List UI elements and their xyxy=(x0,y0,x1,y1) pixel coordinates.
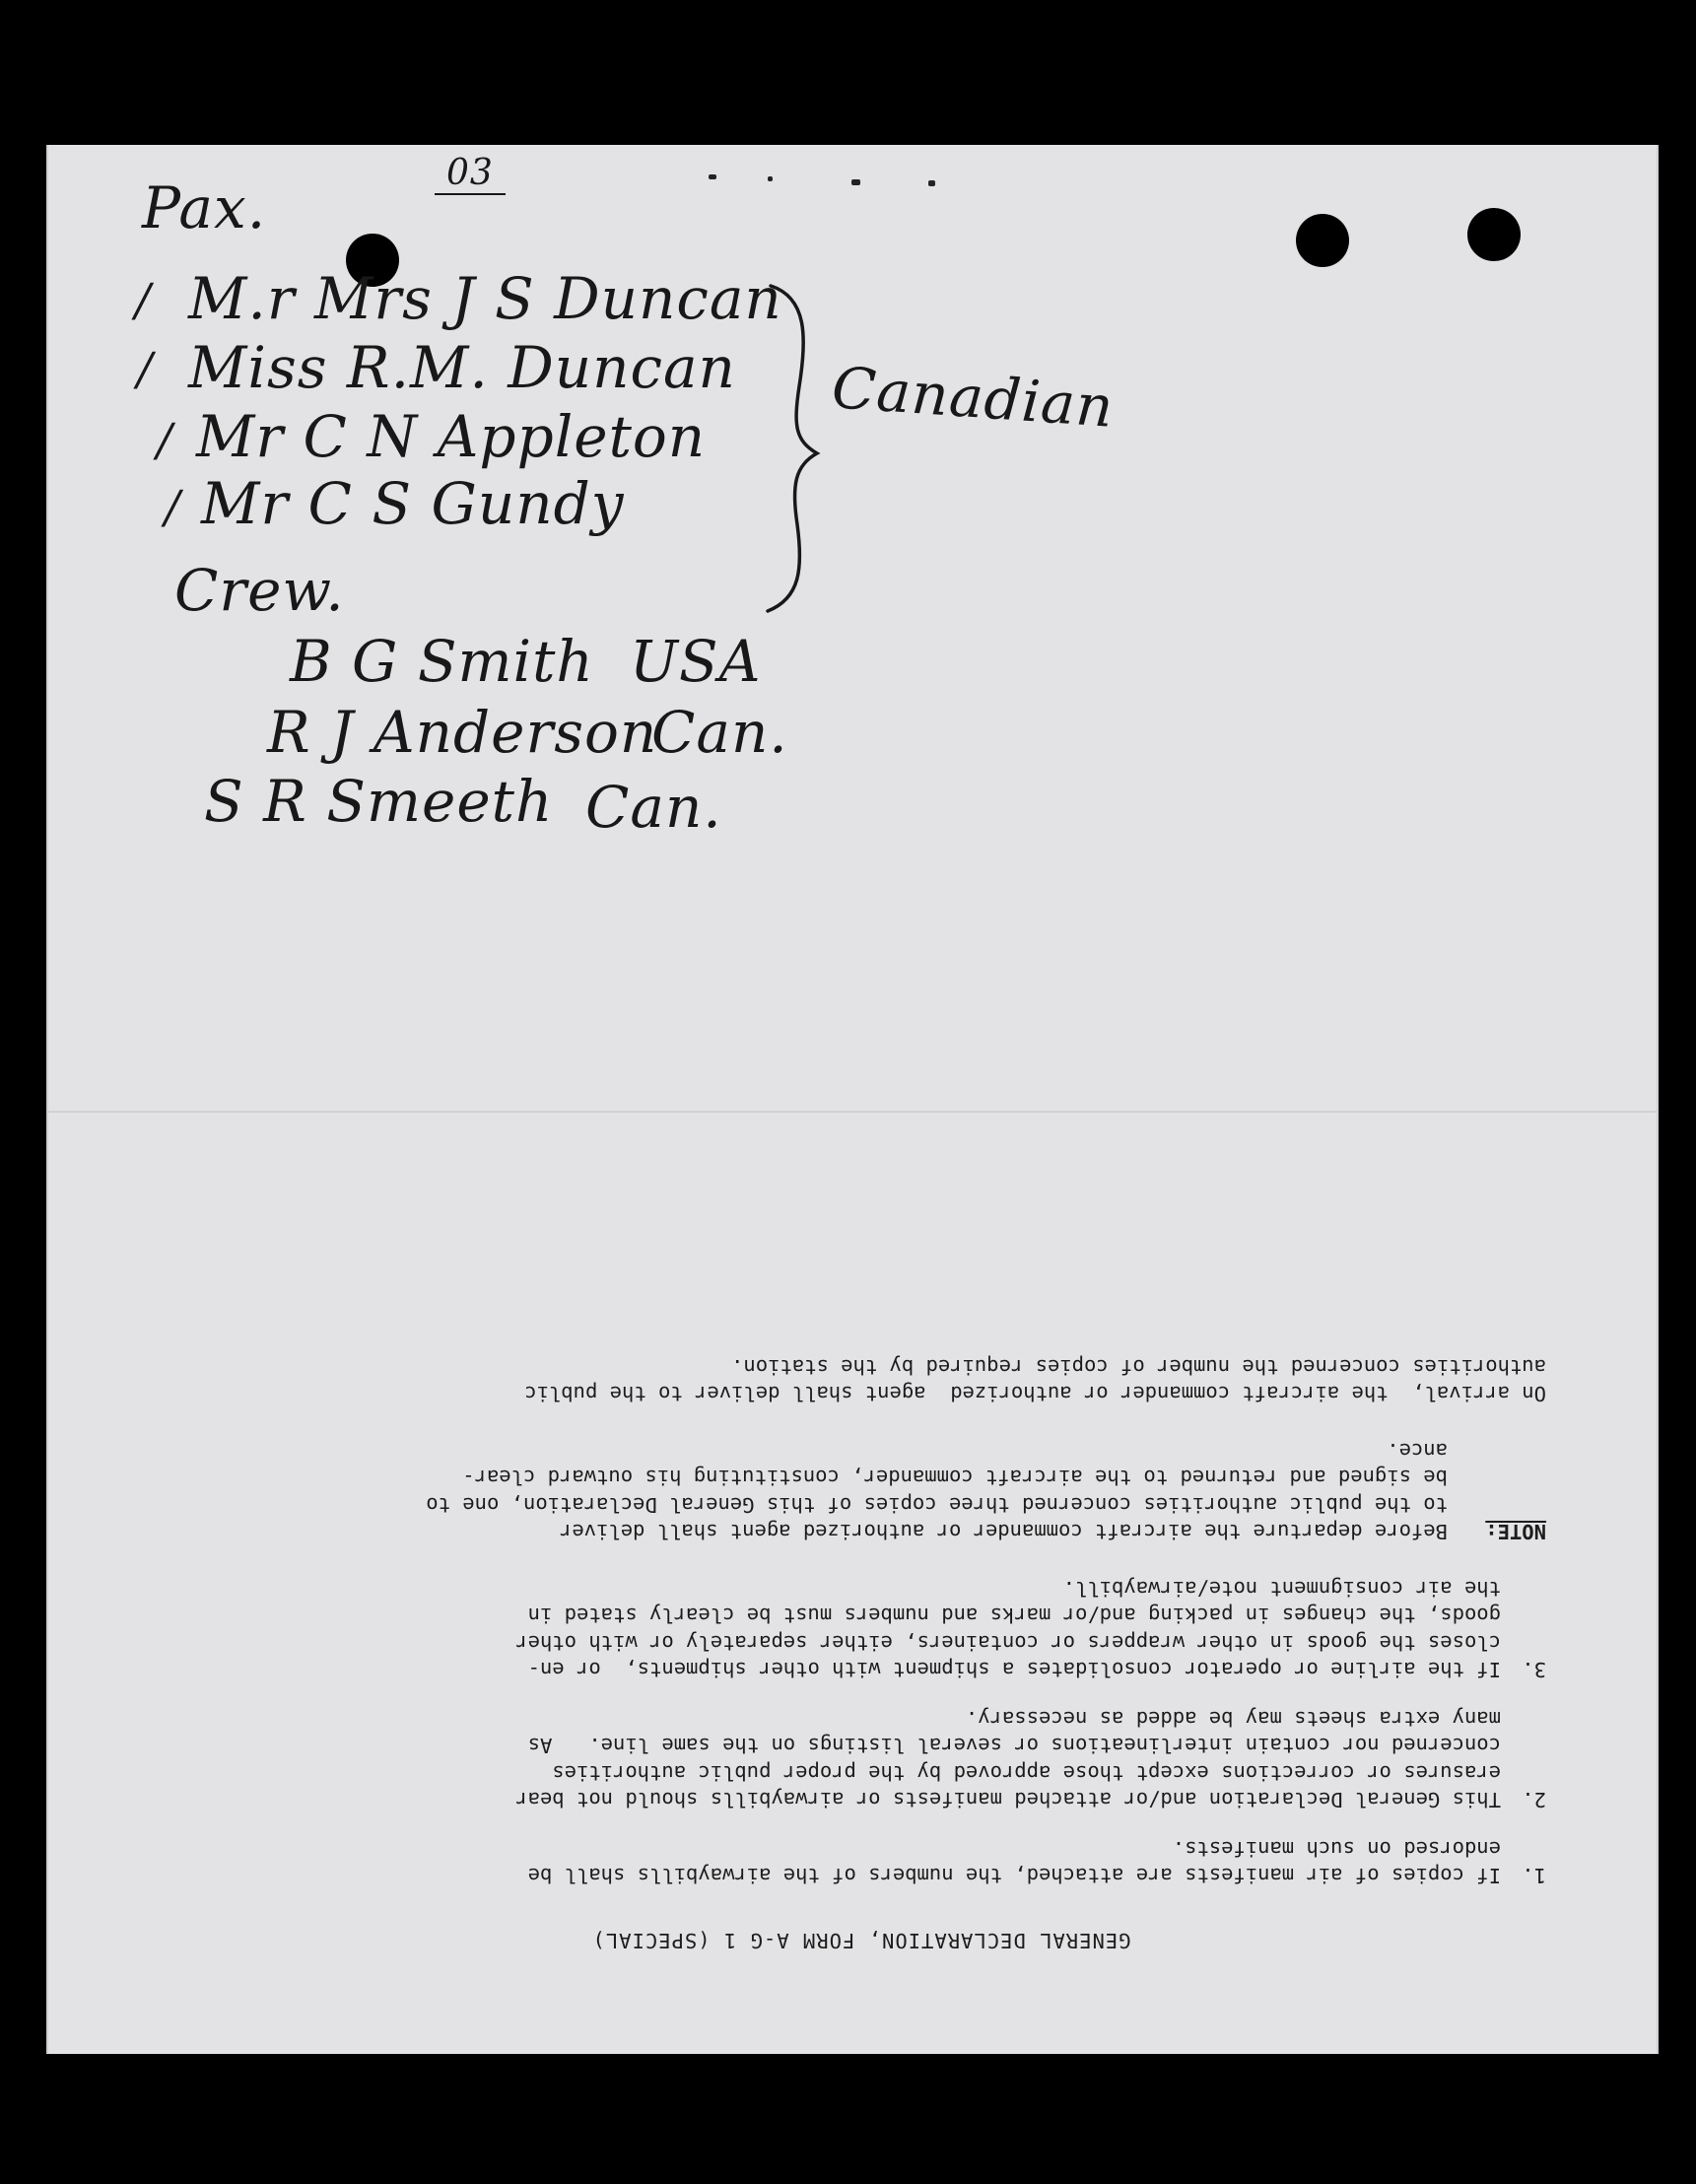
passenger-mark: / xyxy=(157,413,173,466)
form-item-number: 1. xyxy=(1522,1864,1546,1888)
document-page xyxy=(46,145,1659,2054)
form-item xyxy=(176,1835,1546,1889)
passenger-name: Miss R.M. Duncan xyxy=(188,334,736,401)
passenger-mark: / xyxy=(165,480,181,533)
form-item xyxy=(176,1575,1546,1683)
passenger-mark: / xyxy=(137,342,154,395)
form-item-text: This General Declaration and/or attached manifests or airwaybills should not bear erasures or corrections except those approved by the proper public authorities concerned nor contain interlineations or several listings on the same line. As many extra sheets may be added as necessary. xyxy=(515,1707,1501,1812)
passenger-name: M.r Mrs J S Duncan xyxy=(188,265,782,332)
form-item-text: If the airline or operator consolidates a shipment with other shipments, or en- closes the goods in other wrappers or containers, either separately or with other goods, the changes in packing and/or marks and numbers must be clearly stated in the air consignment note/airwaybill. xyxy=(515,1577,1501,1682)
punch-hole-right xyxy=(1296,214,1349,267)
form-item-text: If copies of air manifests are attached, the numbers of the airwaybills shall be endorsed on such manifests. xyxy=(527,1837,1501,1888)
crew-label: Crew. xyxy=(174,557,345,624)
ink-speck xyxy=(928,180,935,186)
crew-name: R J Anderson xyxy=(267,699,658,766)
form-title: GENERAL DECLARATION, FORM A-G 1 (SPECIAL) xyxy=(591,1929,1131,1952)
crew-country: Can. xyxy=(651,699,788,766)
passenger-name: Mr C S Gundy xyxy=(201,470,625,537)
typed-form-block xyxy=(176,1096,1546,1953)
ink-speck xyxy=(709,174,716,179)
nationality-note: Canadian xyxy=(829,354,1117,441)
note-block xyxy=(176,1437,1546,1545)
ink-speck xyxy=(768,176,773,181)
passenger-name: Mr C N Appleton xyxy=(196,403,707,470)
form-item-number: 2. xyxy=(1522,1788,1546,1812)
arrival-text: On arrival, the aircraft commander or authorized agent shall deliver to the public authorities concerned the number of copies required by the station. xyxy=(524,1355,1546,1406)
ink-speck xyxy=(851,179,860,185)
note-label: NOTE: xyxy=(1485,1520,1546,1544)
brace-mark xyxy=(746,278,854,618)
crew-country: Can. xyxy=(585,774,722,841)
crew-country: USA xyxy=(630,628,762,695)
crew-name: S R Smeeth xyxy=(204,768,554,835)
note-text: Before departure the aircraft commander or authorized agent shall deliver to the public authorities concerned three copies of this General Declaration, one to be signed and returned to the aircraft commander, constituting his outward clear- ance. xyxy=(426,1439,1448,1544)
crew-name: B G Smith xyxy=(290,628,594,695)
form-item xyxy=(176,1705,1546,1813)
page-number: 03 xyxy=(435,153,506,195)
pax-label: Pax. xyxy=(142,174,267,241)
passenger-mark: / xyxy=(135,273,152,326)
form-item-number: 3. xyxy=(1522,1658,1546,1682)
punch-hole-right-2 xyxy=(1467,208,1521,261)
